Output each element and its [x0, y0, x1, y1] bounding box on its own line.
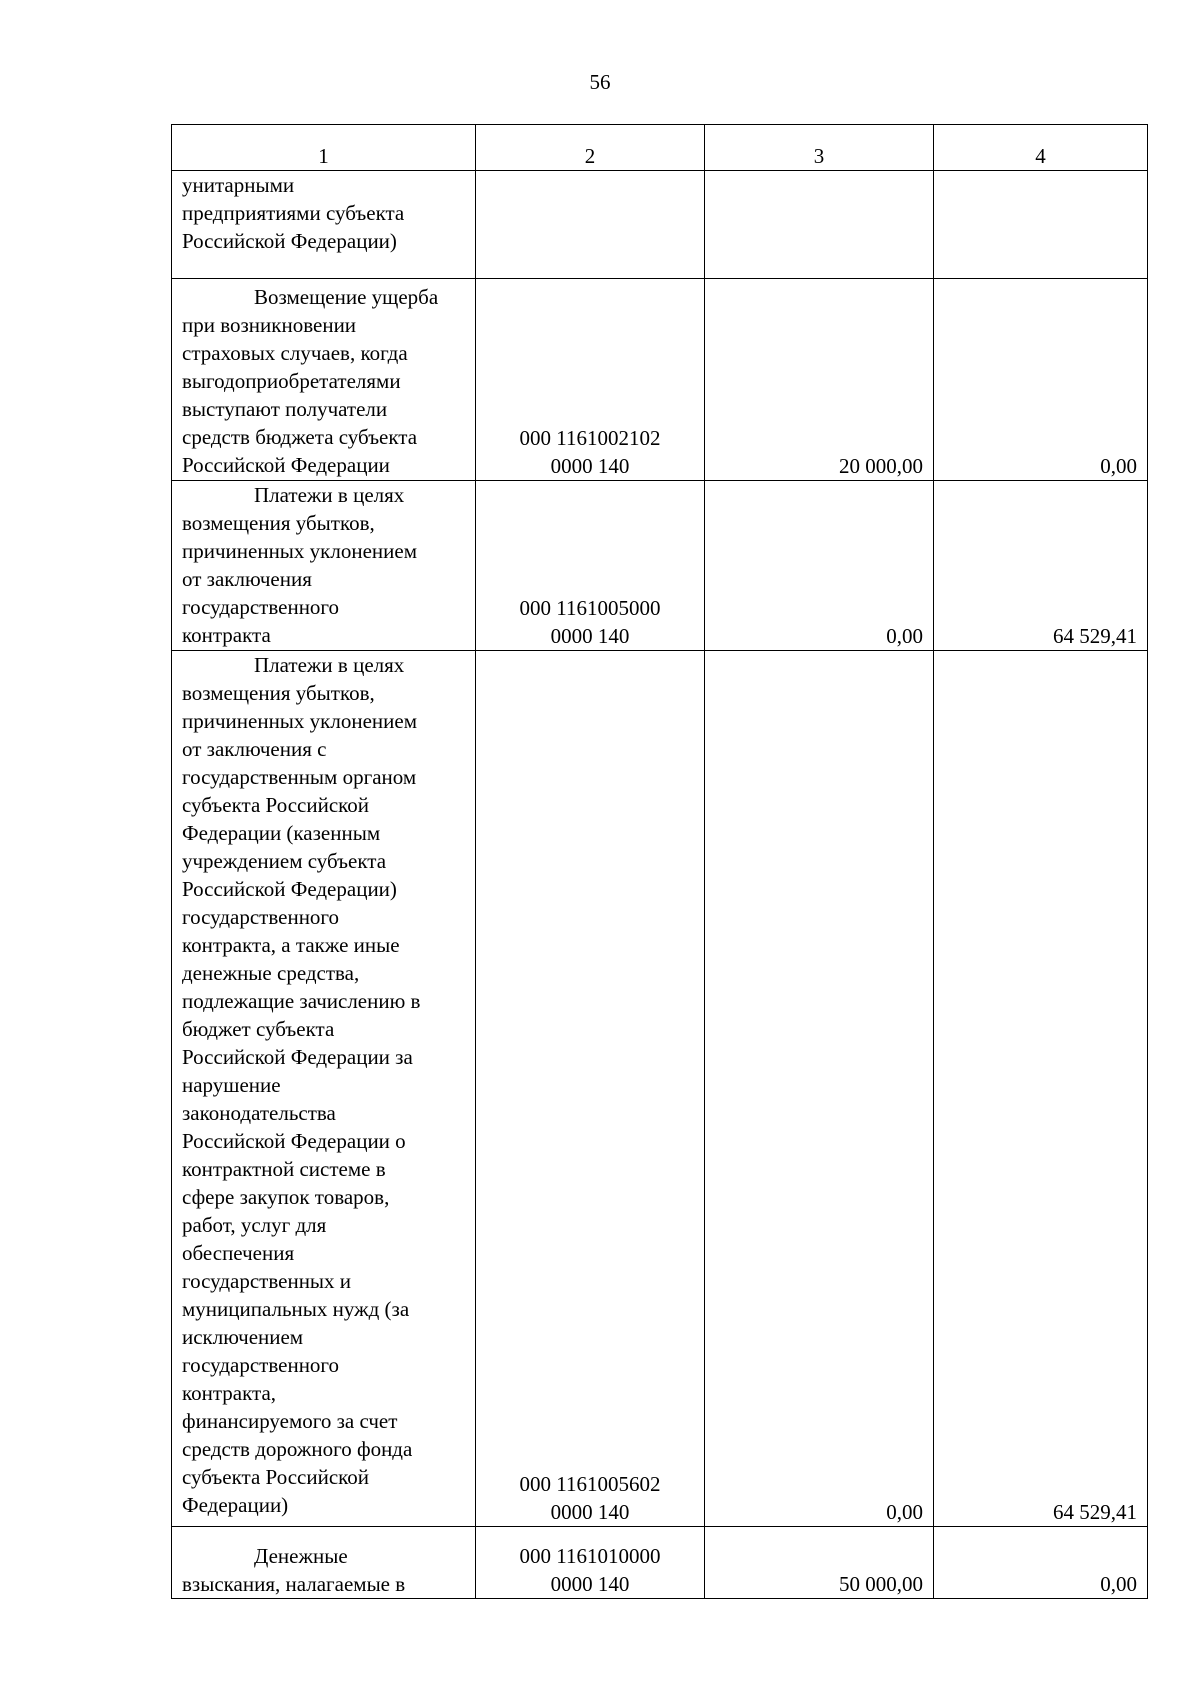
description-line: государственного — [182, 595, 340, 619]
description-line: взыскания, налагаемые в — [182, 1572, 406, 1596]
row-amount-col4 — [934, 171, 1148, 279]
description-line: причиненных уклонением — [182, 709, 417, 733]
description-line: Возмещение ущерба — [254, 285, 439, 309]
description-line: возмещения убытков, — [182, 681, 375, 705]
row-amount-col4: 64 529,41 — [934, 651, 1148, 1527]
description-line: контракта — [182, 623, 271, 647]
description-line: Российской Федерации) — [182, 877, 397, 901]
description-line: работ, услуг для — [182, 1213, 327, 1237]
description-line: государственного — [182, 1353, 340, 1377]
description-line: выгодоприобретателями — [182, 369, 401, 393]
row-amount-col3: 0,00 — [705, 481, 934, 651]
description-line: субъекта Российской — [182, 1465, 370, 1489]
row-code: 000 1161005602 0000 140 — [476, 651, 705, 1527]
row-amount-col3: 20 000,00 — [705, 279, 934, 481]
description-line: Российской Федерации о — [182, 1129, 406, 1153]
budget-revenue-table — [171, 124, 1148, 1599]
description-line: обеспечения — [182, 1241, 295, 1265]
row-description — [172, 481, 476, 651]
description-line: финансируемого за счет — [182, 1409, 398, 1433]
description-line: государственным органом — [182, 765, 417, 789]
table-body — [172, 171, 1148, 1599]
row-amount-col4: 64 529,41 — [934, 481, 1148, 651]
description-line: Российской Федерации — [182, 453, 390, 477]
table-header-row — [172, 125, 1148, 171]
row-description — [172, 651, 476, 1527]
description-line: от заключения — [182, 567, 312, 591]
description-line: Платежи в целях — [254, 653, 405, 677]
row-code — [476, 171, 705, 279]
row-code: 000 1161010000 0000 140 — [476, 1527, 705, 1599]
description-line: Платежи в целях — [254, 483, 405, 507]
description-line: Федерации (казенным — [182, 821, 381, 845]
description-line: Денежные — [254, 1544, 348, 1568]
description-line: причиненных уклонением — [182, 539, 417, 563]
description-line: при возникновении — [182, 313, 357, 337]
table-row — [172, 171, 1148, 279]
description-line: учреждением субъекта — [182, 849, 387, 873]
row-description — [172, 1527, 476, 1599]
description-line: страховых случаев, когда — [182, 341, 408, 365]
row-amount-col3 — [705, 171, 934, 279]
description-line: выступают получатели — [182, 397, 388, 421]
description-line: бюджет субъекта — [182, 1017, 335, 1041]
row-code: 000 1161002102 0000 140 — [476, 279, 705, 481]
row-description — [172, 279, 476, 481]
description-line: контракта, — [182, 1381, 277, 1405]
description-line: возмещения убытков, — [182, 511, 375, 535]
description-line: Российской Федерации) — [182, 229, 397, 253]
description-line: субъекта Российской — [182, 793, 370, 817]
row-amount-col4: 0,00 — [934, 1527, 1148, 1599]
description-line: исключением — [182, 1325, 304, 1349]
column-header-2: 2 — [476, 125, 705, 171]
table-row — [172, 1527, 1148, 1599]
column-header-3: 3 — [705, 125, 934, 171]
row-code: 000 1161005000 0000 140 — [476, 481, 705, 651]
row-amount-col4: 0,00 — [934, 279, 1148, 481]
table-row — [172, 651, 1148, 1527]
description-line: законодательства — [182, 1101, 336, 1125]
column-header-1: 1 — [172, 125, 476, 171]
description-line: унитарными — [182, 173, 295, 197]
description-line: Российской Федерации за — [182, 1045, 413, 1069]
description-line: денежные средства, — [182, 961, 360, 985]
row-amount-col3: 0,00 — [705, 651, 934, 1527]
description-line: государственных и — [182, 1269, 352, 1293]
description-line: средств дорожного фонда — [182, 1437, 413, 1461]
description-line: муниципальных нужд (за — [182, 1297, 410, 1321]
description-line: Федерации) — [182, 1493, 289, 1517]
row-amount-col3: 50 000,00 — [705, 1527, 934, 1599]
table-row — [172, 279, 1148, 481]
page-number: 56 — [589, 70, 611, 94]
description-line: предприятиями субъекта — [182, 201, 405, 225]
table-row — [172, 481, 1148, 651]
description-line: контрактной системе в — [182, 1157, 386, 1181]
description-line: контракта, а также иные — [182, 933, 400, 957]
column-header-4: 4 — [934, 125, 1148, 171]
description-line: средств бюджета субъекта — [182, 425, 418, 449]
description-line: нарушение — [182, 1073, 281, 1097]
description-line: сфере закупок товаров, — [182, 1185, 390, 1209]
description-line: от заключения с — [182, 737, 327, 761]
row-description — [172, 171, 476, 279]
description-line: государственного — [182, 905, 340, 929]
description-line: подлежащие зачислению в — [182, 989, 421, 1013]
